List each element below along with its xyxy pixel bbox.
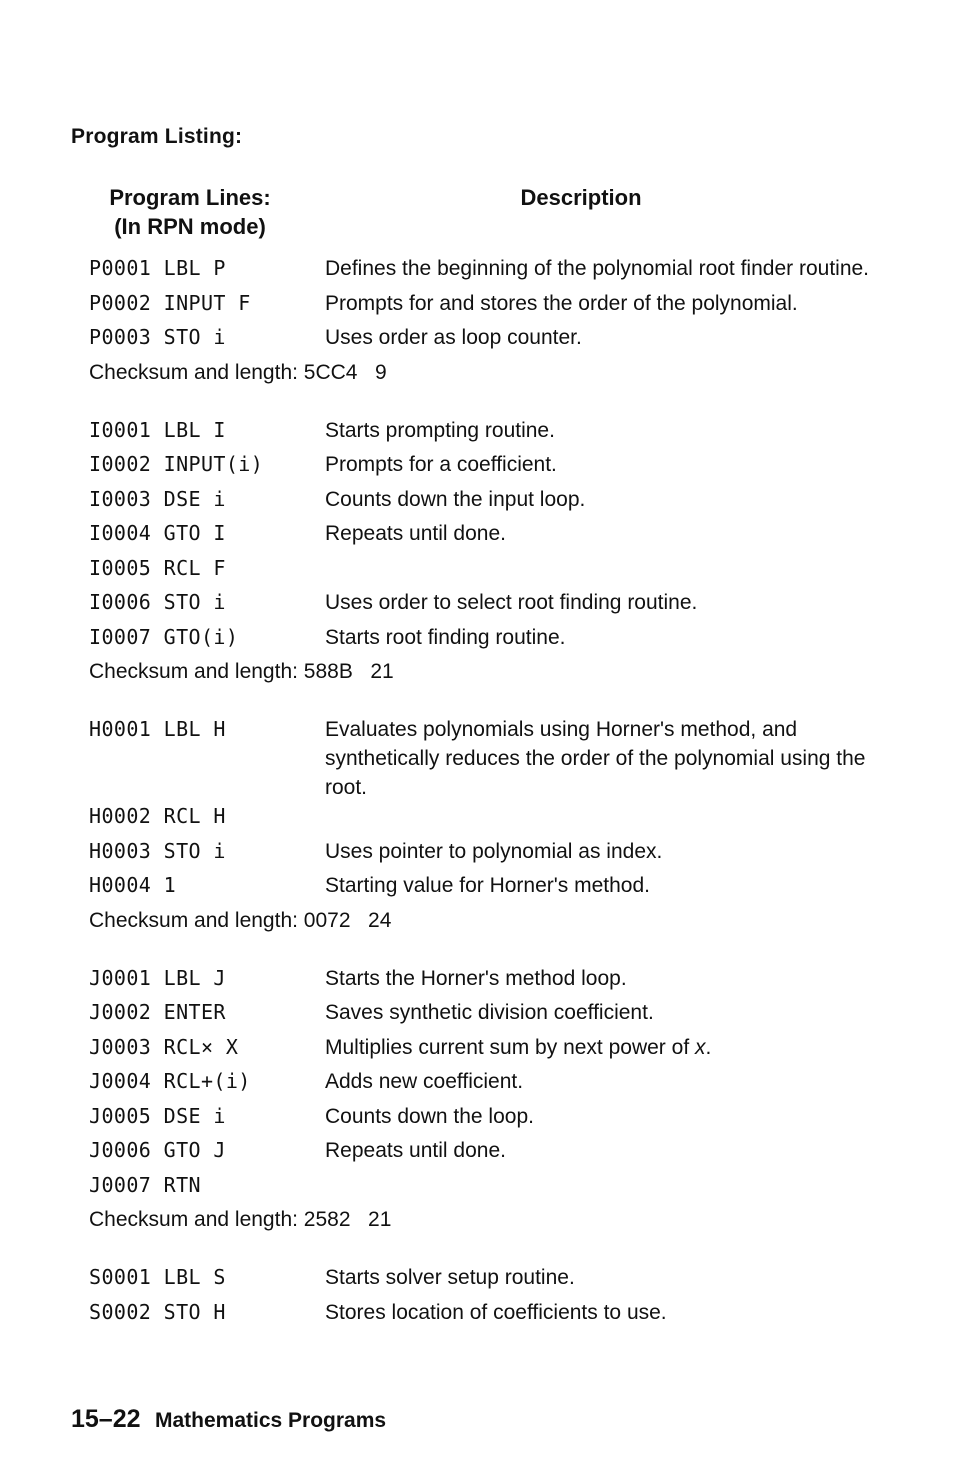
description-text: Multiplies current sum by next power of <box>325 1035 695 1059</box>
program-line-row <box>89 1102 869 1137</box>
program-line-description: Adds new coefficient. <box>325 1070 524 1093</box>
program-line-code: J0007 RTN <box>89 1172 201 1197</box>
program-line-code: J0006 GTO J <box>89 1138 226 1162</box>
program-line-row <box>89 1298 869 1333</box>
program-line-row <box>89 588 869 623</box>
program-line-row <box>89 802 869 837</box>
program-line-code: I0002 INPUT(i) <box>89 452 264 476</box>
program-line-code: H0002 RCL H <box>89 804 226 828</box>
description-italic-variable: x <box>694 1035 706 1059</box>
checksum-length: Checksum and length: 5CC4 9 <box>89 360 387 384</box>
program-line-description: Repeats until done. <box>325 522 506 545</box>
program-line-code: I0001 LBL I <box>89 417 226 442</box>
program-line-code: P0002 INPUT F <box>89 290 251 315</box>
program-line-description: Uses order to select root finding routine. <box>325 591 698 614</box>
checksum-length: Checksum and length: 0072 24 <box>89 908 392 932</box>
program-line-row <box>89 254 869 289</box>
program-line-code: J0004 RCL+(i) <box>89 1069 251 1093</box>
program-line-code: J0001 LBL J <box>89 965 226 990</box>
program-line-code: I0003 DSE i <box>89 486 226 511</box>
program-line-row <box>89 715 869 802</box>
program-line-code: J0005 DSE i <box>89 1103 226 1128</box>
program-line-description <box>325 1033 869 1062</box>
program-line-row <box>89 1136 869 1171</box>
program-line-description: Starts prompting routine. <box>325 418 555 442</box>
description-tail: . <box>705 1035 712 1059</box>
program-line-code: S0001 LBL S <box>89 1265 226 1289</box>
chapter-title: Mathematics Programs <box>154 1409 387 1432</box>
program-line-code: I0006 STO i <box>89 590 226 614</box>
listing-block <box>89 254 869 388</box>
program-line-description: Prompts for and stores the order of the polynomial. <box>325 291 798 315</box>
program-line-row <box>89 519 869 554</box>
program-line-description: Prompts for a coefficient. <box>325 453 557 476</box>
program-line-code: I0005 RCL F <box>89 555 226 580</box>
program-line-code: S0002 STO H <box>89 1299 226 1324</box>
program-line-description: Counts down the input loop. <box>325 487 586 511</box>
column-header-program-lines-title: Program Lines: <box>109 185 271 210</box>
program-listing <box>89 254 869 1360</box>
program-line-row <box>89 964 869 999</box>
column-header-description: Description <box>520 185 642 210</box>
program-line-row <box>89 450 869 485</box>
column-header-program-lines-mode: (In RPN mode) <box>114 214 266 239</box>
listing-block <box>89 715 869 936</box>
program-line-row <box>89 289 869 324</box>
program-line-description: Defines the beginning of the polynomial root finder routine. <box>325 257 870 280</box>
program-line-description: Starts solver setup routine. <box>325 1266 575 1289</box>
program-line-description: Uses pointer to polynomial as index. <box>325 839 663 863</box>
program-line-code: H0003 STO i <box>89 838 226 863</box>
page-number: 15–22 <box>71 1405 141 1433</box>
checksum-length: Checksum and length: 588B 21 <box>89 660 394 683</box>
program-line-row <box>89 871 869 906</box>
program-line-row <box>89 1171 869 1206</box>
listing-block <box>89 1263 869 1332</box>
program-line-row <box>89 323 869 358</box>
program-line-row <box>89 485 869 520</box>
program-line-code: P0003 STO i <box>89 325 226 349</box>
listing-block <box>89 416 869 688</box>
program-line-description: Counts down the loop. <box>325 1104 534 1128</box>
program-line-code: P0001 LBL P <box>89 256 226 280</box>
program-line-code: I0004 GTO I <box>89 521 226 545</box>
program-line-description: Starts the Horner's method loop. <box>325 966 627 990</box>
program-line-description: Uses order as loop counter. <box>325 326 582 349</box>
program-line-row <box>89 623 869 658</box>
program-line-row <box>89 554 869 589</box>
program-line-row <box>89 1033 869 1068</box>
program-line-description: Starting value for Horner's method. <box>325 874 650 897</box>
program-line-code: J0002 ENTER <box>89 1000 226 1024</box>
program-line-code: J0003 RCL× X <box>89 1034 239 1059</box>
page-footer <box>71 1405 386 1434</box>
program-line-code: H0004 1 <box>89 873 177 897</box>
section-heading: Program Listing: <box>71 125 243 148</box>
column-header-program-lines <box>104 183 276 241</box>
program-line-code: H0001 LBL H <box>89 717 226 741</box>
program-line-row <box>89 998 869 1033</box>
program-line-description: Evaluates polynomials using Horner's method, and synthetically reduces the order of the polynomial using the root. <box>325 718 866 799</box>
program-line-row <box>89 1263 869 1298</box>
program-line-row <box>89 837 869 872</box>
program-line-row <box>89 416 869 451</box>
program-line-description: Repeats until done. <box>325 1139 506 1162</box>
checksum-length: Checksum and length: 2582 21 <box>89 1208 392 1231</box>
program-line-description: Stores location of coefficients to use. <box>325 1300 667 1324</box>
listing-block <box>89 964 869 1236</box>
program-line-description: Starts root finding routine. <box>325 625 566 649</box>
program-line-description: Saves synthetic division coefficient. <box>325 1001 654 1024</box>
program-line-code: I0007 GTO(i) <box>89 624 239 649</box>
program-line-row <box>89 1067 869 1102</box>
